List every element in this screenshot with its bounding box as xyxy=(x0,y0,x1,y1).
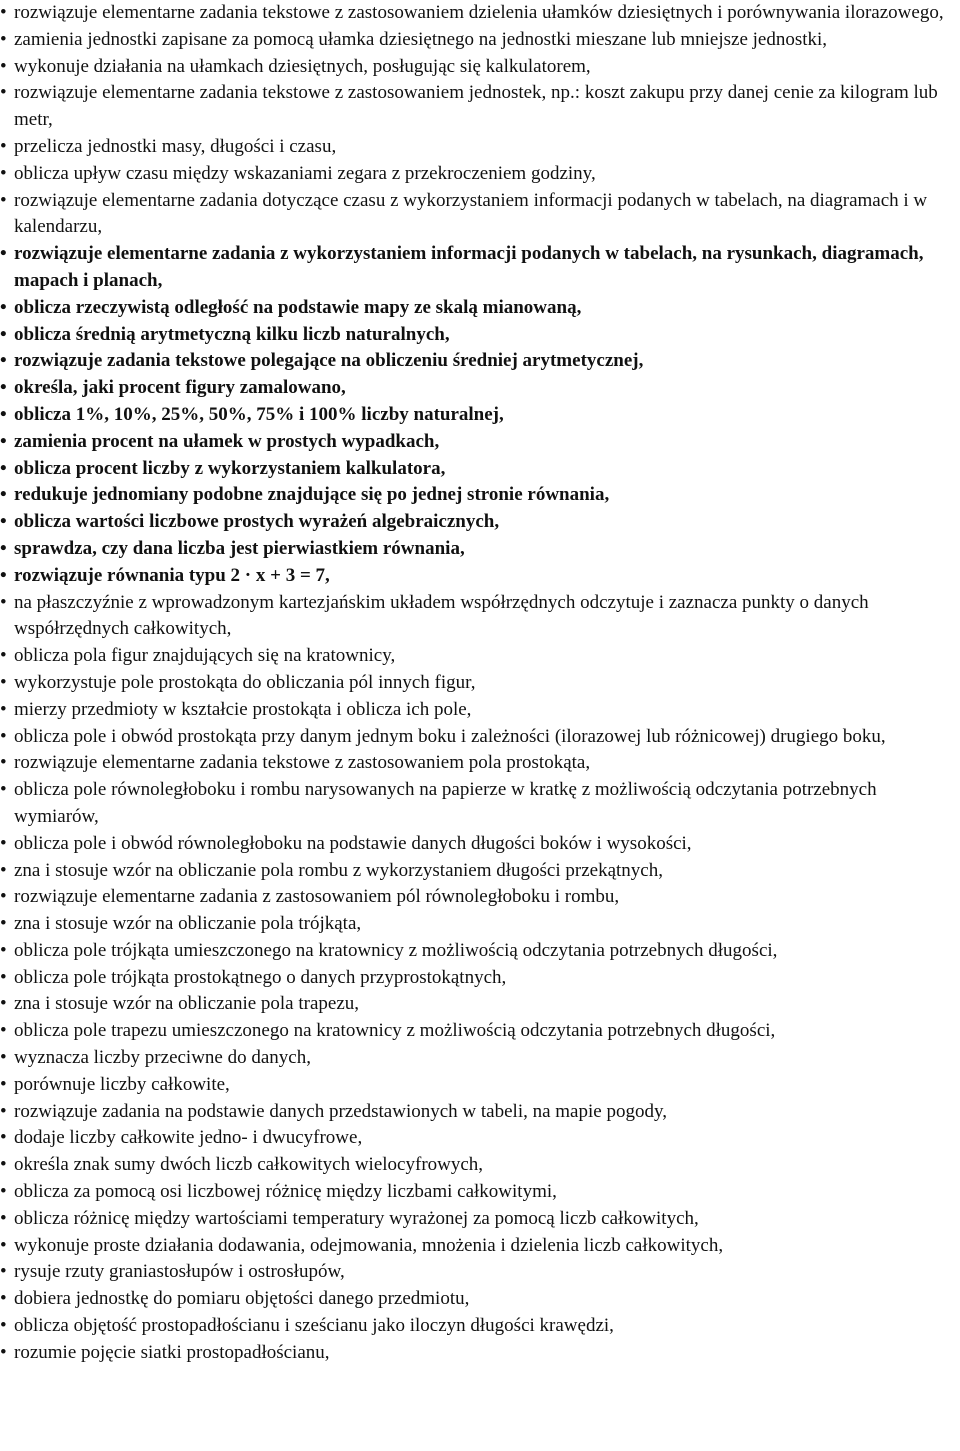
list-item-text: oblicza upływ czasu między wskazaniami zegara z przekroczeniem godziny, xyxy=(14,162,596,184)
bullet-icon: • xyxy=(0,189,7,211)
bullet-icon: • xyxy=(0,323,7,345)
list-item-text: zna i stosuje wzór na obliczanie pola trapezu, xyxy=(14,993,360,1015)
list-item xyxy=(0,1099,960,1126)
bullet-icon: • xyxy=(0,698,7,720)
bullet-icon: • xyxy=(0,993,7,1015)
list-item-text: sprawdza, czy dana liczba jest pierwiastkiem równania, xyxy=(14,537,465,559)
list-item-text: oblicza wartości liczbowe prostych wyrażeń algebraicznych, xyxy=(14,511,500,533)
list-item-text: wykorzystuje pole prostokąta do obliczania pól innych figur, xyxy=(14,671,476,693)
list-item xyxy=(0,322,960,349)
list-item xyxy=(0,1206,960,1233)
list-item xyxy=(0,938,960,965)
bullet-icon: • xyxy=(0,1207,7,1229)
list-item-text: na płaszczyźnie z wprowadzonym kartezjańskim układem współrzędnych odczytuje i zaznacza punkty o danych współrzędnych całkowitych, xyxy=(14,591,869,640)
list-item xyxy=(0,27,960,54)
list-item-text: oblicza 1%, 10%, 25%, 50%, 75% i 100% liczby naturalnej, xyxy=(14,403,504,425)
list-item xyxy=(0,884,960,911)
list-item-text: oblicza objętość prostopadłościanu i sześcianu jako iloczyn długości krawędzi, xyxy=(14,1315,614,1337)
bullet-icon: • xyxy=(0,886,7,908)
bullet-icon: • xyxy=(0,511,7,533)
bullet-icon: • xyxy=(0,1047,7,1069)
bullet-icon: • xyxy=(0,350,7,372)
list-item xyxy=(0,161,960,188)
list-item xyxy=(0,991,960,1018)
bullet-icon: • xyxy=(0,1154,7,1176)
list-item-text: przelicza jednostki masy, długości i czasu, xyxy=(14,135,337,157)
bullet-icon: • xyxy=(0,55,7,77)
list-item xyxy=(0,295,960,322)
list-item xyxy=(0,563,960,590)
list-item xyxy=(0,858,960,885)
bullet-icon: • xyxy=(0,28,7,50)
bullet-icon: • xyxy=(0,1020,7,1042)
list-item xyxy=(0,1072,960,1099)
list-item-text: rozwiązuje zadania na podstawie danych przedstawionych w tabeli, na mapie pogody, xyxy=(14,1100,667,1122)
list-item-text: dodaje liczby całkowite jedno- i dwucyfrowe, xyxy=(14,1127,363,1149)
list-item-text: mierzy przedmioty w kształcie prostokąta i oblicza ich pole, xyxy=(14,698,472,720)
list-item-text: oblicza pole i obwód prostokąta przy danym jednym boku i zależności (ilorazowej lub różnicowej) drugiego boku, xyxy=(14,725,886,747)
list-item-text: zamienia jednostki zapisane za pomocą ułamka dziesiętnego na jednostki mieszane lub mniejsze jednostki, xyxy=(14,28,828,50)
list-item xyxy=(0,1125,960,1152)
list-item-text: oblicza za pomocą osi liczbowej różnicę między liczbami całkowitymi, xyxy=(14,1181,557,1203)
list-item-text: określa znak sumy dwóch liczb całkowitych wielocyfrowych, xyxy=(14,1154,484,1176)
bullet-icon: • xyxy=(0,1100,7,1122)
list-item-text: rozwiązuje elementarne zadania dotyczące czasu z wykorzystaniem informacji podanych w tabelach, na diagramach i w kalendarzu, xyxy=(14,189,928,238)
bullet-icon: • xyxy=(0,752,7,774)
list-item-text: rozwiązuje elementarne zadania z zastosowaniem pól równoległoboku i rombu, xyxy=(14,886,620,908)
bullet-icon: • xyxy=(0,296,7,318)
list-item xyxy=(0,697,960,724)
bullet-icon: • xyxy=(0,1234,7,1256)
list-item xyxy=(0,777,960,831)
list-item-text: oblicza pole trójkąta prostokątnego o danych przyprostokątnych, xyxy=(14,966,507,988)
list-item-text: dobiera jednostkę do pomiaru objętości danego przedmiotu, xyxy=(14,1288,470,1310)
list-item xyxy=(0,1018,960,1045)
list-item xyxy=(0,1152,960,1179)
list-item xyxy=(0,1233,960,1260)
list-item xyxy=(0,1179,960,1206)
bullet-icon: • xyxy=(0,162,7,184)
bullet-icon: • xyxy=(0,1288,7,1310)
bullet-icon: • xyxy=(0,725,7,747)
list-item-text: zamienia procent na ułamek w prostych wypadkach, xyxy=(14,430,440,452)
list-item-text: redukuje jednomiany podobne znajdujące się po jednej stronie równania, xyxy=(14,484,610,506)
bullet-icon: • xyxy=(0,457,7,479)
list-item xyxy=(0,509,960,536)
list-item-text: rozwiązuje elementarne zadania tekstowe z zastosowaniem dzielenia ułamków dziesiętnych i porównywania ilorazowego, xyxy=(14,2,944,23)
bullet-icon: • xyxy=(0,1181,7,1203)
list-item xyxy=(0,590,960,644)
list-item-text: wyznacza liczby przeciwne do danych, xyxy=(14,1047,311,1069)
bullet-icon: • xyxy=(0,82,7,104)
list-item xyxy=(0,1313,960,1340)
bullet-icon: • xyxy=(0,430,7,452)
list-item-text: oblicza procent liczby z wykorzystaniem kalkulatora, xyxy=(14,457,446,479)
list-item-text: oblicza różnicę między wartościami temperatury wyrażonej za pomocą liczb całkowitych, xyxy=(14,1207,699,1229)
list-item-text: zna i stosuje wzór na obliczanie pola trójkąta, xyxy=(14,913,362,935)
bullet-icon: • xyxy=(0,377,7,399)
bullet-icon: • xyxy=(0,591,7,613)
list-item-text: oblicza pole i obwód równoległoboku na podstawie danych długości boków i wysokości, xyxy=(14,832,692,854)
bullet-icon: • xyxy=(0,859,7,881)
bullet-icon: • xyxy=(0,537,7,559)
bullet-icon: • xyxy=(0,966,7,988)
list-item xyxy=(0,1259,960,1286)
bullet-icon: • xyxy=(0,779,7,801)
list-item xyxy=(0,831,960,858)
bullet-icon: • xyxy=(0,1341,7,1363)
list-item xyxy=(0,536,960,563)
list-item xyxy=(0,1045,960,1072)
list-item xyxy=(0,402,960,429)
bullet-icon: • xyxy=(0,2,7,23)
list-item xyxy=(0,348,960,375)
bullet-icon: • xyxy=(0,645,7,667)
list-item xyxy=(0,750,960,777)
list-item-text: określa, jaki procent figury zamalowano, xyxy=(14,377,346,399)
bullet-icon: • xyxy=(0,671,7,693)
bullet-icon: • xyxy=(0,939,7,961)
bullet-icon: • xyxy=(0,1261,7,1283)
list-item xyxy=(0,134,960,161)
list-item-text: oblicza pole równoległoboku i rombu narysowanych na papierze w kratkę z możliwością odczytania potrzebnych wymiarów, xyxy=(14,779,877,827)
list-item-text: oblicza rzeczywistą odległość na podstawie mapy ze skalą mianowaną, xyxy=(14,296,582,318)
list-item-text: rysuje rzuty graniastosłupów i ostrosłupów, xyxy=(14,1261,345,1283)
list-item xyxy=(0,643,960,670)
list-item-text: rozwiązuje elementarne zadania z wykorzystaniem informacji podanych w tabelach, na rysunkach, diagramach, mapach i planach, xyxy=(14,243,924,291)
list-item xyxy=(0,724,960,751)
list-item-text: rozumie pojęcie siatki prostopadłościanu, xyxy=(14,1341,330,1363)
bullet-icon: • xyxy=(0,484,7,506)
list-item xyxy=(0,670,960,697)
list-item-text: oblicza pola figur znajdujących się na kratownicy, xyxy=(14,645,396,667)
bullet-icon: • xyxy=(0,564,7,586)
bullet-icon: • xyxy=(0,135,7,157)
list-item xyxy=(0,1340,960,1367)
list-item xyxy=(0,375,960,402)
list-item xyxy=(0,1286,960,1313)
list-item-text: oblicza pole trapezu umieszczonego na kratownicy z możliwością odczytania potrzebnych długości, xyxy=(14,1020,776,1042)
list-item-text: wykonuje działania na ułamkach dziesiętnych, posługując się kalkulatorem, xyxy=(14,55,591,77)
list-item-text: rozwiązuje elementarne zadania tekstowe z zastosowaniem pola prostokąta, xyxy=(14,752,591,774)
bullet-icon: • xyxy=(0,1073,7,1095)
list-item-text: rozwiązuje zadania tekstowe polegające na obliczeniu średniej arytmetycznej, xyxy=(14,350,644,372)
list-item xyxy=(0,429,960,456)
bullet-icon: • xyxy=(0,243,7,265)
list-item-text: wykonuje proste działania dodawania, odejmowania, mnożenia i dzielenia liczb całkowitych, xyxy=(14,1234,724,1256)
list-item xyxy=(0,54,960,81)
list-item xyxy=(0,482,960,509)
list-item xyxy=(0,80,960,134)
list-item-text: porównuje liczby całkowite, xyxy=(14,1073,230,1095)
list-item xyxy=(0,188,960,242)
list-item-text: rozwiązuje równania typu 2 · x + 3 = 7, xyxy=(14,564,330,586)
list-item-text: zna i stosuje wzór na obliczanie pola rombu z wykorzystaniem długości przekątnych, xyxy=(14,859,663,881)
list-item-text: oblicza średnią arytmetyczną kilku liczb naturalnych, xyxy=(14,323,450,345)
bullet-icon: • xyxy=(0,1127,7,1149)
bullet-icon: • xyxy=(0,403,7,425)
list-item xyxy=(0,0,960,27)
list-item xyxy=(0,241,960,295)
bullet-icon: • xyxy=(0,832,7,854)
list-item xyxy=(0,456,960,483)
list-item-text: rozwiązuje elementarne zadania tekstowe z zastosowaniem jednostek, np.: koszt zakupu przy danej cenie za kilogram lub metr, xyxy=(14,82,938,131)
bullet-icon: • xyxy=(0,1315,7,1337)
list-item xyxy=(0,965,960,992)
list-item-text: oblicza pole trójkąta umieszczonego na kratownicy z możliwością odczytania potrzebnych długości, xyxy=(14,939,778,961)
list-item xyxy=(0,911,960,938)
bullet-icon: • xyxy=(0,913,7,935)
